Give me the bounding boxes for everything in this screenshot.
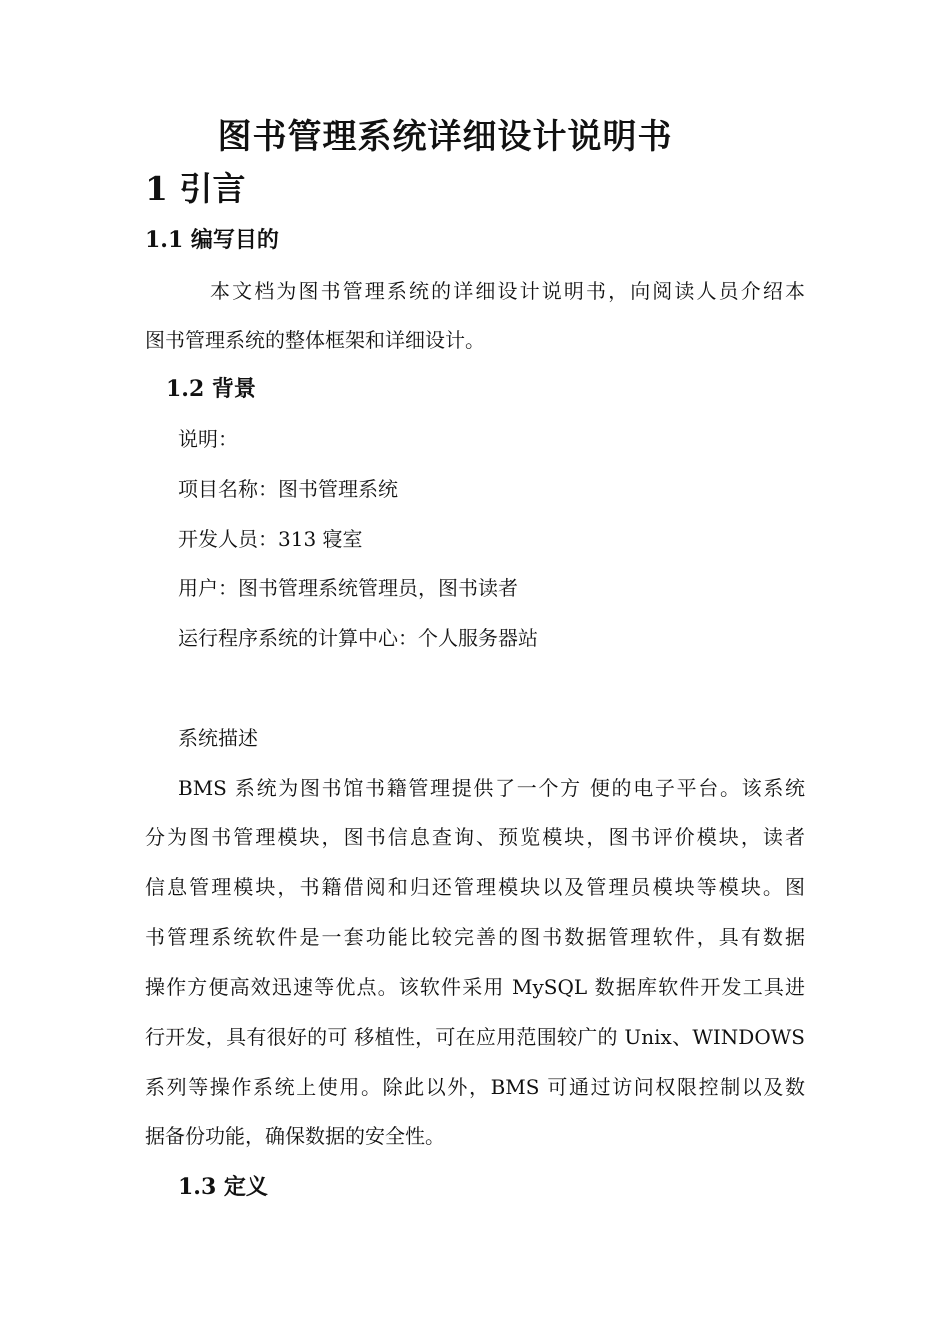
system-description-label: 系统描述 bbox=[178, 726, 258, 750]
section-1-1-heading: 1.1 编写目的 bbox=[145, 227, 279, 253]
purpose-paragraph-line-1: 本文档为图书管理系统的详细设计说明书，向阅读人员介绍本 bbox=[210, 279, 805, 303]
section-1-3-heading: 1.3 定义 bbox=[178, 1174, 268, 1200]
background-line-1: 说明： bbox=[178, 427, 238, 451]
description-line-2: 分为图书管理模块，图书信息查询、预览模块，图书评价模块，读者 bbox=[145, 825, 805, 849]
description-line-6: 行开发，具有很好的可 移植性，可在应用范围较广的 Unix、WINDOWS bbox=[145, 1025, 805, 1049]
description-line-1: BMS 系统为图书馆书籍管理提供了一个方 便的电子平台。该系统 bbox=[178, 776, 805, 800]
background-line-2: 项目名称：图书管理系统 bbox=[178, 477, 398, 501]
description-line-8: 据备份功能，确保数据的安全性。 bbox=[145, 1124, 445, 1148]
background-line-4: 用户：图书管理系统管理员，图书读者 bbox=[178, 576, 518, 600]
background-line-5: 运行程序系统的计算中心：个人服务器站 bbox=[178, 626, 538, 650]
document-title: 图书管理系统详细设计说明书 bbox=[217, 117, 673, 157]
background-line-3: 开发人员：313 寝室 bbox=[178, 527, 363, 551]
description-line-7: 系列等操作系统上使用。除此以外，BMS 可通过访问权限控制以及数 bbox=[145, 1075, 805, 1099]
description-line-4: 书管理系统软件是一套功能比较完善的图书数据管理软件，具有数据 bbox=[145, 925, 805, 949]
description-line-5: 操作方便高效迅速等优点。该软件采用 MySQL 数据库软件开发工具进 bbox=[145, 975, 805, 999]
purpose-paragraph-line-2: 图书管理系统的整体框架和详细设计。 bbox=[145, 328, 485, 352]
section-1-heading: 1 引言 bbox=[145, 169, 246, 208]
description-line-3: 信息管理模块，书籍借阅和归还管理模块以及管理员模块等模块。图 bbox=[145, 875, 805, 899]
section-1-2-heading: 1.2 背景 bbox=[166, 376, 256, 402]
